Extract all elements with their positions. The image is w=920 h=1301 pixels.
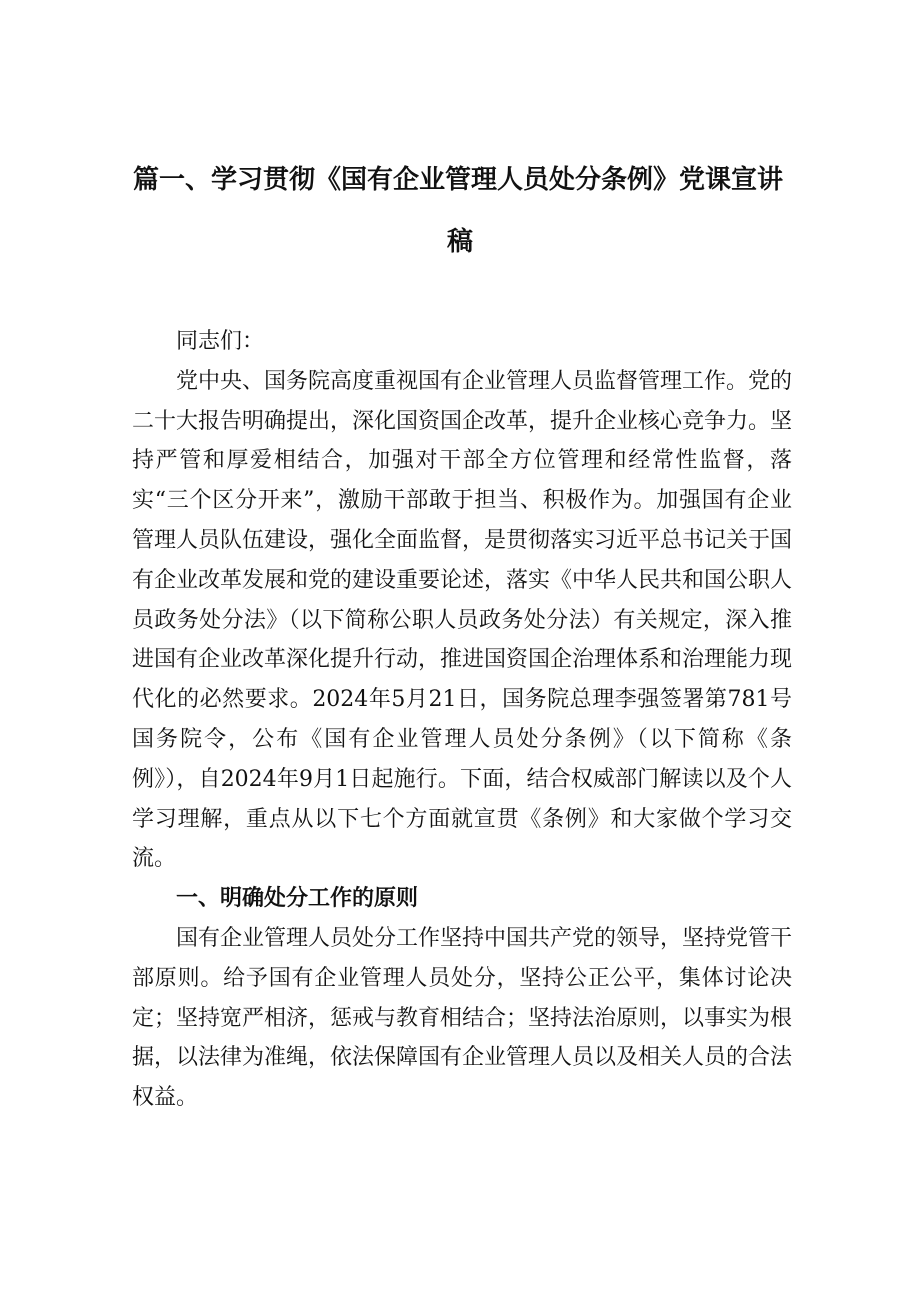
document-title-continuation: 稿 (446, 227, 473, 257)
paragraph-principles: 国有企业管理人员处分工作坚持中国共产党的领导，坚持党管干部原则。给予国有企业管理人员处分，坚持公正公平，集体讨论决定；坚持宽严相济，惩戒与教育相结合；坚持法治原则，以事实为根据，以法律为准绳，依法保障国有企业管理人员以及相关人员的合法权益。 (132, 925, 793, 1111)
document-title: 篇一、学习贯彻《国有企业管理人员处分条例》党课宣讲 (133, 165, 784, 195)
paragraph-intro: 党中央、国务院高度重视国有企业管理人员监督管理工作。党的二十大报告明确提出，深化国资国企改革，提升企业核心竞争力。坚持严管和厚爱相结合，加强对干部全方位管理和经常性监督，落实“三个区分开来”，激励干部敢于担当、积极作为。加强国有企业管理人员队伍建设，强化全面监督，是贯彻落实习近平总书记关于国有企业改革发展和党的建设重要论述，落实《中华人民共和国公职人员政务处分法》（以下简称公职人员政务处分法）有关规定，深入推进国有企业改革深化提升行动，推进国资国企治理体系和治理能力现代化的必然要求。2024年5月21日，国务院总理李强签署第781号国务院令，公布《国有企业管理人员处分条例》（以下简称《条例》），自2024年9月1日起施行。下面，结合权威部门解读以及个人学习理解，重点从以下七个方面就宣贯《条例》和大家做个学习交流。 (132, 368, 793, 872)
document-body (132, 322, 792, 1118)
section-heading-1: 一、明确处分工作的原则 (176, 886, 419, 912)
greeting: 同志们： (176, 329, 265, 354)
